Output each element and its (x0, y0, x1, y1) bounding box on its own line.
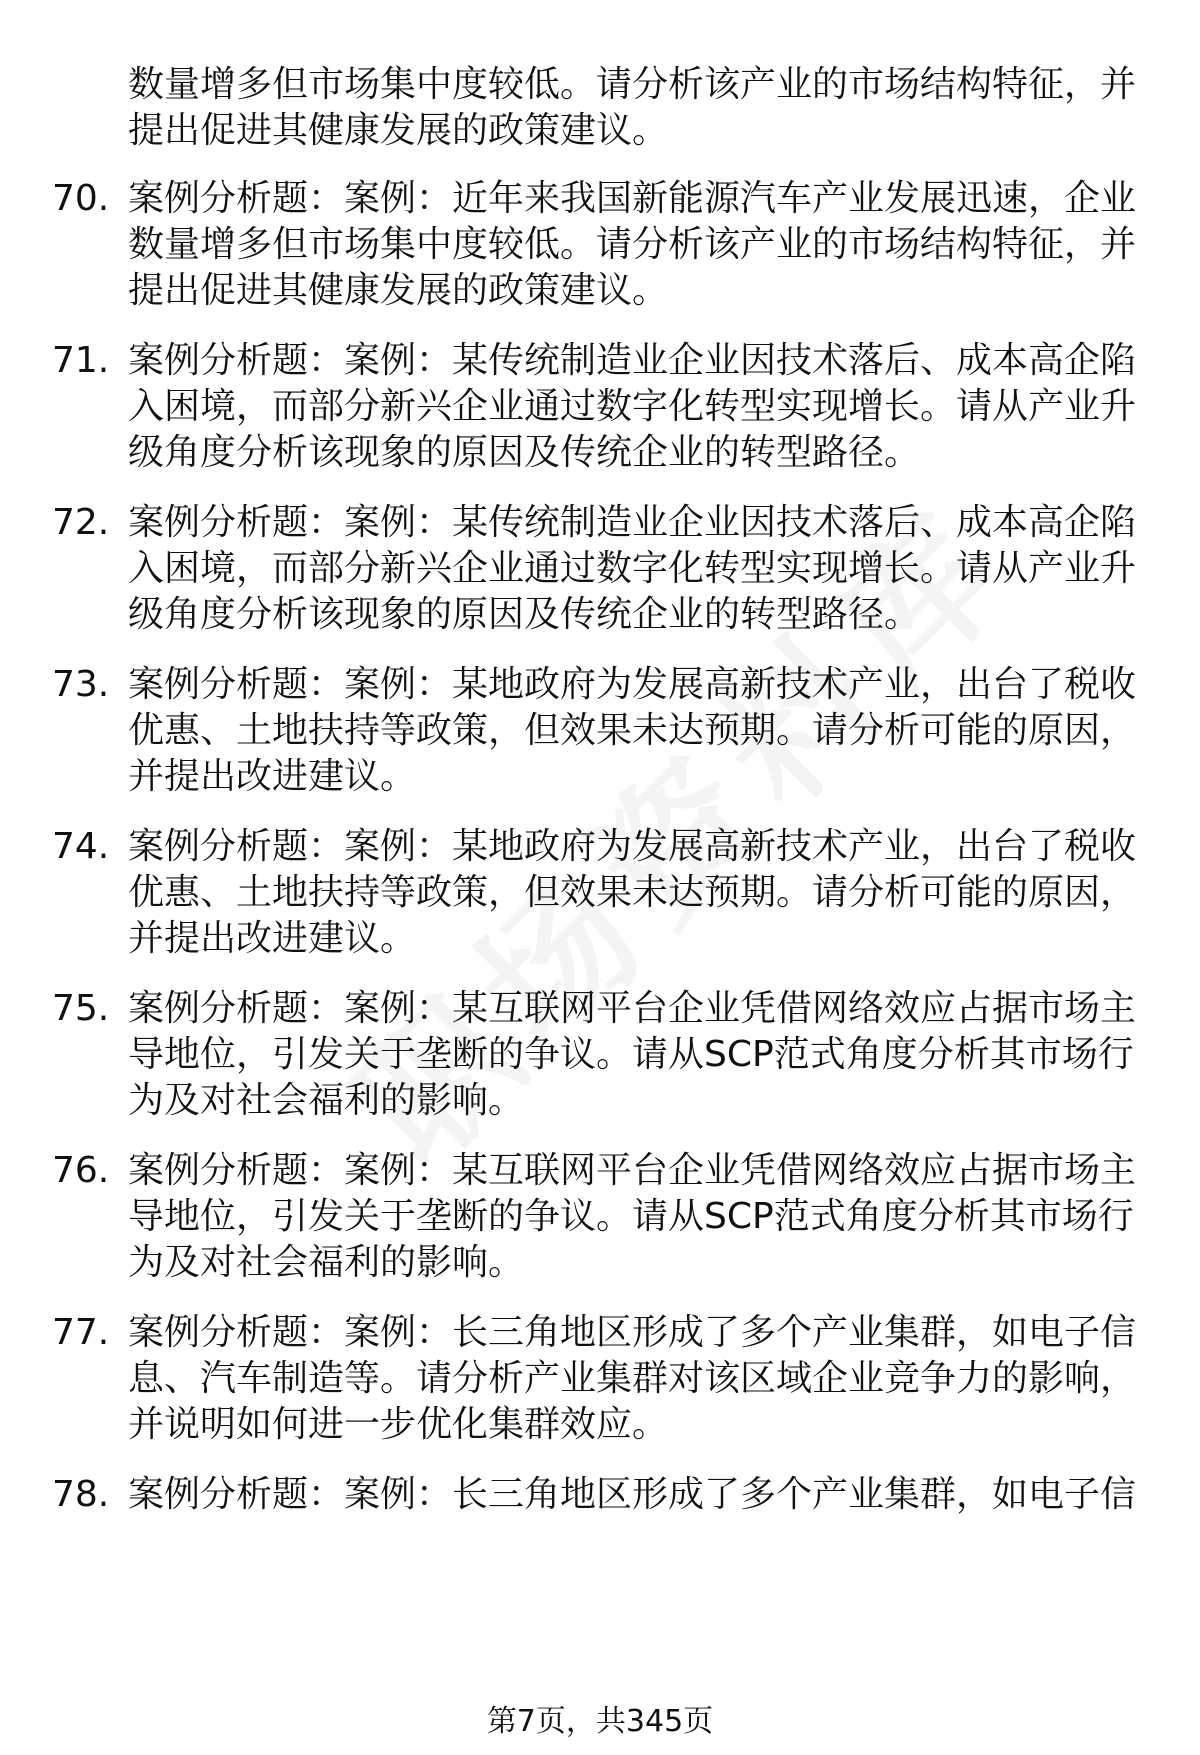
question-number: 71. (52, 340, 110, 381)
question-text: 案例分析题：案例：某地政府为发展高新技术产业，出台了税收优惠、土地扶持等政策，但效果未达预期。请分析可能的原因，并提出改进建议。 (128, 826, 1137, 959)
page-footer: 第7页，共345页 (486, 1704, 714, 1739)
question-text: 案例分析题：案例：近年来我国新能源汽车产业发展迅速，企业数量增多但市场集中度较低。请分析该产业的市场结构特征，并提出促进其健康发展的政策建议。 (128, 178, 1137, 311)
question-text: 案例分析题：案例：某传统制造业企业因技术落后、成本高企陷入困境，而部分新兴企业通过数字化转型实现增长。请从产业升级角度分析该现象的原因及传统企业的转型路径。 (128, 502, 1137, 635)
question-number: 78. (52, 1474, 110, 1515)
question-number: 77. (52, 1312, 110, 1353)
question-text: 案例分析题：案例：某互联网平台企业凭借网络效应占据市场主导地位，引发关于垄断的争议。请从SCP范式角度分析其市场行为及对社会福利的影响。 (128, 988, 1137, 1121)
question-number: 72. (52, 502, 110, 543)
question-number: 75. (52, 988, 110, 1029)
question-number: 76. (52, 1150, 110, 1191)
question-text: 案例分析题：案例：某互联网平台企业凭借网络效应占据市场主导地位，引发关于垄断的争议。请从SCP范式角度分析其市场行为及对社会福利的影响。 (128, 1150, 1137, 1283)
question-number: 70. (52, 178, 110, 219)
question-number: 73. (52, 664, 110, 705)
question-text: 案例分析题：案例：某地政府为发展高新技术产业，出台了税收优惠、土地扶持等政策，但效果未达预期。请分析可能的原因，并提出改进建议。 (128, 664, 1137, 797)
question-text: 案例分析题：案例：长三角地区形成了多个产业集群，如电子信 (128, 1474, 1137, 1515)
question-text: 案例分析题：案例：某传统制造业企业因技术落后、成本高企陷入困境，而部分新兴企业通过数字化转型实现增长。请从产业升级角度分析该现象的原因及传统企业的转型路径。 (128, 340, 1137, 473)
question-text: 案例分析题：案例：长三角地区形成了多个产业集群，如电子信息、汽车制造等。请分析产业集群对该区域企业竞争力的影响，并说明如何进一步优化集群效应。 (128, 1312, 1137, 1445)
question-69-continuation: 数量增多但市场集中度较低。请分析该产业的市场结构特征，并提出促进其健康发展的政策建议。 (128, 64, 1137, 151)
question-number: 74. (52, 826, 110, 867)
